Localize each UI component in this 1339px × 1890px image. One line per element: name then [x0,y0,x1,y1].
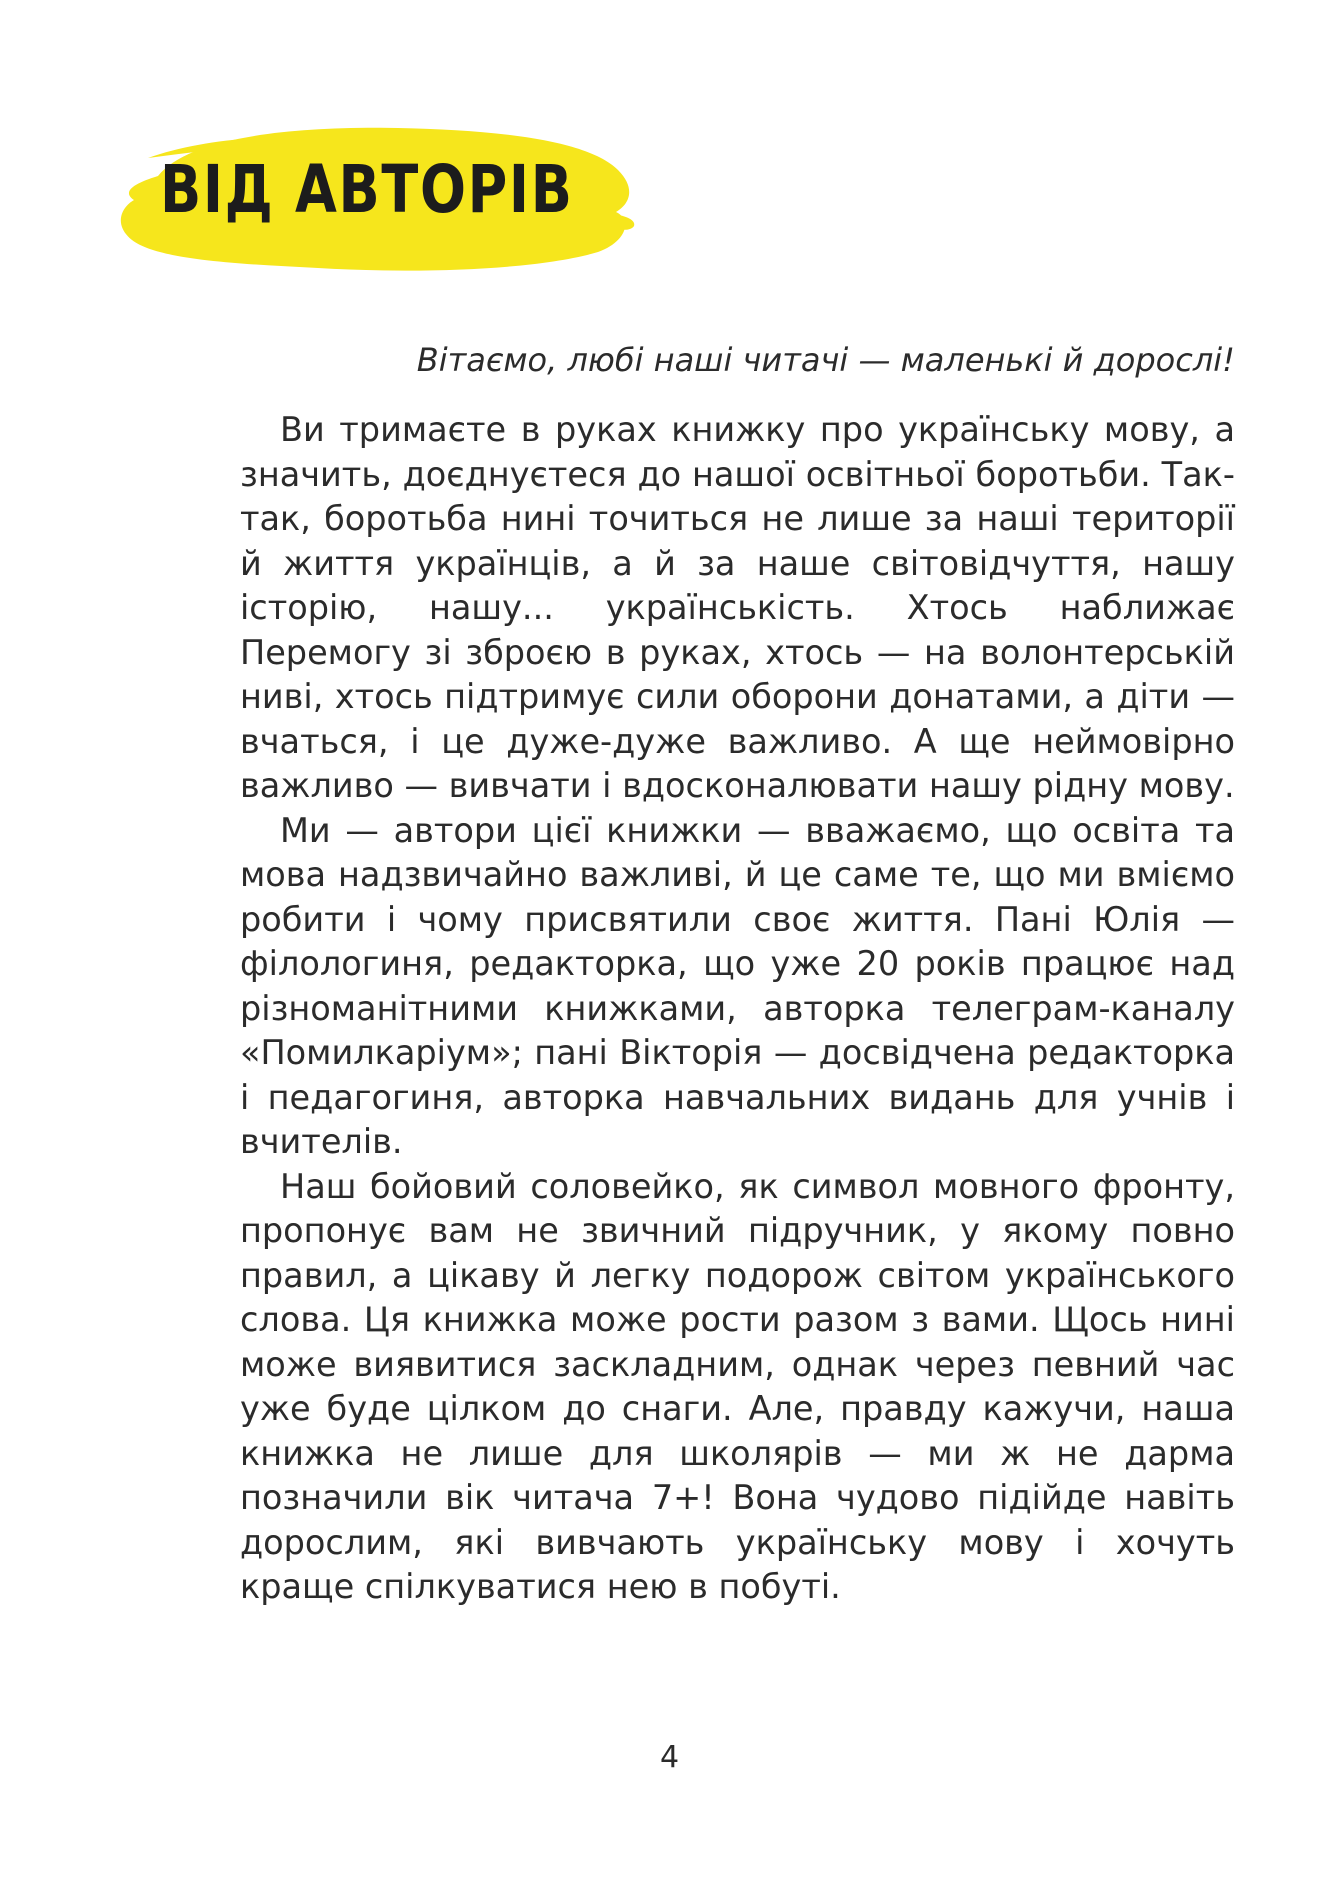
page-number: 4 [659,1740,680,1775]
greeting-line: Вітаємо, любі наші читачі — маленькі й дорослі! [416,341,1235,379]
section-heading: ВІД АВТОРІВ [160,151,574,228]
paragraph: Ми — автори цієї книжки — вважаємо, що освіта та мова надзвичайно важливі, й це саме те, що ми вміємо робити і чому присвятили своє життя. Пані Юлія — філологиня, редакторка, що уже 20 років працює над різноманітними книжками, авторка телеграм-каналу «Помилкаріум»; пані Вікторія — досвідчена редакторка і педагогиня, авторка навчальних видань для учнів і вчителів. [240,810,1235,1161]
paragraph: Наш бойовий соловейко, як символ мовного фронту, пропонує вам не звичний підручник, у якому повно правил, а цікаву й легку подорож світом українського слова. Ця книжка може рости разом з вами. Щось нині може виявитися заскладним, однак через певний час уже буде цілком до снаги. Але, правду кажучи, наша книжка не лише для школярів — ми ж не дарма позначили вік читача 7+! Вона чудово підійде навіть дорослим, які вивчають українську мову і хочуть краще спілкуватися нею в побуті. [240,1166,1235,1606]
paragraph: Ви тримаєте в руках книжку про українську мову, а значить, доєднуєтеся до нашої освітньої боротьби. Так-так, боротьба нині точиться не лише за наші території й життя українців, а й за наше світовідчуття, нашу історію, нашу... українськість. Хтось наближає Перемогу зі зброєю в руках, хтось — на волонтерській ниві, хтось підтримує сили оборони донатами, а діти — вчаться, і це дуже-дуже важливо. А ще неймовірно важливо — вивчати і вдосконалювати нашу рідну мову. [240,410,1235,805]
body-text [240,408,1235,1610]
